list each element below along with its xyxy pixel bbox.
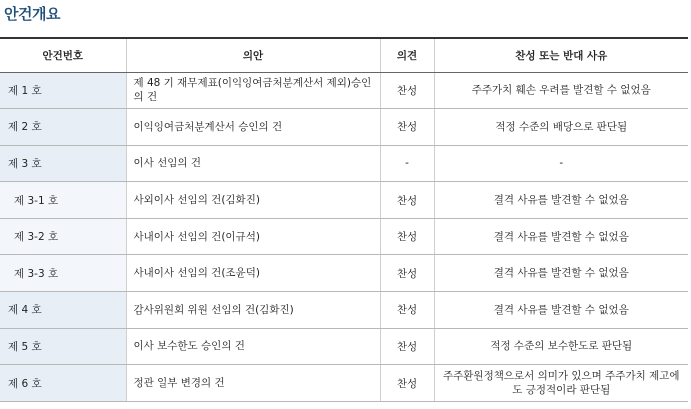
header-opinion: 의견 [380,38,434,72]
table-row [0,218,688,255]
agenda-opinion: 찬성 [380,72,434,109]
agenda-reason: 주주가치 훼손 우려를 발견할 수 없었음 [434,72,688,109]
agenda-opinion: 찬성 [380,292,434,329]
agenda-reason: 주주환원정책으로서 의미가 있으며 주주가치 제고에도 긍정적이라 판단됨 [434,365,688,402]
agenda-title: 이사 선임의 건 [126,145,380,182]
agenda-reason: 결격 사유를 발견할 수 없었음 [434,218,688,255]
agenda-opinion: 찬성 [380,328,434,365]
agenda-title: 사내이사 선임의 건(이규석) [126,218,380,255]
agenda-opinion: 찬성 [380,109,434,146]
table-row [0,72,688,109]
agenda-title: 이익잉여금처분계산서 승인의 건 [126,109,380,146]
agenda-number: 제 5 호 [0,328,126,365]
table-row [0,109,688,146]
header-agenda: 의안 [126,38,380,72]
header-reason: 찬성 또는 반대 사유 [434,38,688,72]
agenda-title: 제 48 기 재무제표(이익잉여금처분계산서 제외)승인의 건 [126,72,380,109]
agenda-reason: 적정 수준의 보수한도로 판단됨 [434,328,688,365]
agenda-opinion: 찬성 [380,218,434,255]
agenda-title: 이사 보수한도 승인의 건 [126,328,380,365]
table-header-row [0,38,688,72]
agenda-number: 제 3-3 호 [0,255,126,292]
agenda-opinion: - [380,145,434,182]
agenda-title: 사외이사 선임의 건(김화진) [126,182,380,219]
agenda-table [0,37,688,402]
agenda-number: 제 1 호 [0,72,126,109]
agenda-title: 정관 일부 변경의 건 [126,365,380,402]
agenda-number: 제 6 호 [0,365,126,402]
agenda-number: 제 3-1 호 [0,182,126,219]
agenda-number: 제 3 호 [0,145,126,182]
agenda-number: 제 2 호 [0,109,126,146]
table-row [0,365,688,402]
agenda-reason: 적정 수준의 배당으로 판단됨 [434,109,688,146]
agenda-opinion: 찬성 [380,365,434,402]
agenda-reason: 결격 사유를 발견할 수 없었음 [434,182,688,219]
table-row [0,145,688,182]
agenda-title: 사내이사 선임의 건(조윤덕) [126,255,380,292]
table-row [0,328,688,365]
agenda-number: 제 3-2 호 [0,218,126,255]
agenda-opinion: 찬성 [380,255,434,292]
agenda-reason: - [434,145,688,182]
agenda-opinion: 찬성 [380,182,434,219]
agenda-number: 제 4 호 [0,292,126,329]
table-row [0,292,688,329]
agenda-reason: 결격 사유를 발견할 수 없었음 [434,292,688,329]
agenda-reason: 결격 사유를 발견할 수 없었음 [434,255,688,292]
header-number: 안건번호 [0,38,126,72]
table-row [0,182,688,219]
table-row [0,255,688,292]
agenda-title: 감사위원회 위원 선임의 건(김화진) [126,292,380,329]
page-title: 안건개요 [4,5,60,23]
